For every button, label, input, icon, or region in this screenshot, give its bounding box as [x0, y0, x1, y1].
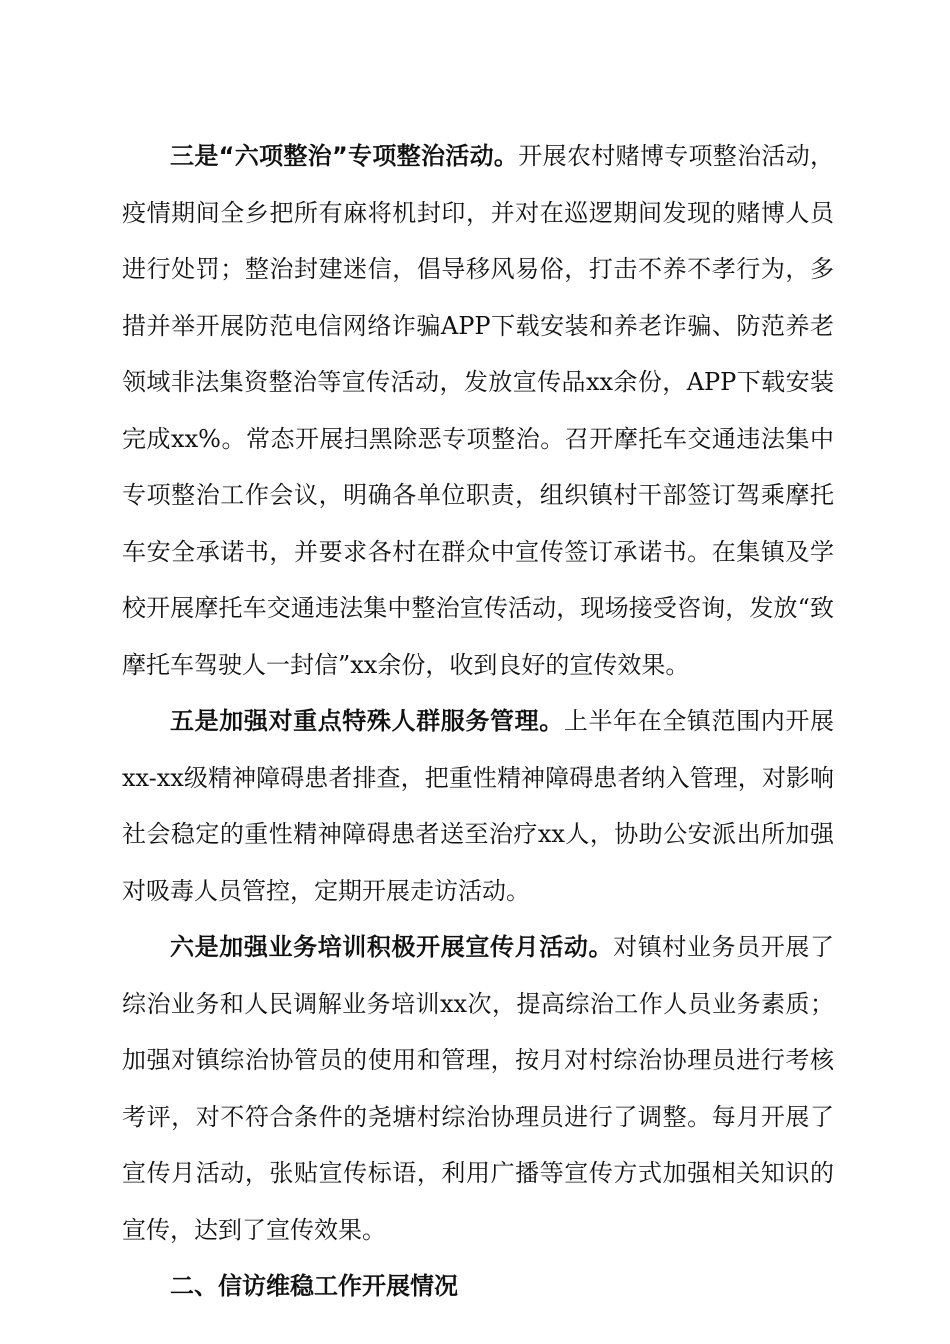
paragraph-training-publicity: [122, 919, 834, 1258]
paragraph-text: 对镇村业务员开展了综治业务和人民调解业务培训xx次，提高综治工作人员业务素质；加强对镇综治协管员的使用和管理，按月对村综治协理员进行考核考评，对不符合条件的尧塘村综治协理员进行了调整。每月开展了宣传月活动，张贴宣传标语，利用广播等宣传方式加强相关知识的宣传，达到了宣传效果。: [122, 933, 835, 1244]
paragraph-lead: 三是“六项整治”专项整治活动。: [170, 142, 519, 170]
section-heading: 二、信访维稳工作开展情况: [170, 1272, 458, 1300]
document-body: [122, 128, 834, 1315]
paragraph-text: 开展农村赌博专项整治活动，疫情期间全乡把所有麻将机封印，并对在巡逻期间发现的赌博人员进行处罚；整治封建迷信，倡导移风易俗，打击不养不孝行为，多措并举开展防范电信网络诈骗APP下载安装和养老诈骗、防范养老领域非法集资整治等宣传活动，发放宣传品xx余份，APP下载安装完成xx%。常态开展扫黑除恶专项整治。召开摩托车交通违法集中专项整治工作会议，明确各单位职责，组织镇村干部签订驾乘摩托车安全承诺书，并要求各村在群众中宣传签订承诺书。在集镇及学校开展摩托车交通违法集中整治宣传活动，现场接受咨询，发放“致摩托车驾驶人一封信”xx余份，收到良好的宣传效果。: [122, 142, 835, 679]
paragraph-special-groups: [122, 693, 834, 919]
paragraph-lead: 五是加强对重点特殊人群服务管理。: [170, 707, 564, 735]
paragraph-lead: 六是加强业务培训积极开展宣传月活动。: [170, 933, 614, 961]
paragraph-six-rectifications: [122, 128, 834, 693]
paragraph-text: 上半年在全镇范围内开展xx-xx级精神障碍患者排查，把重性精神障碍患者纳入管理，对影响社会稳定的重性精神障碍患者送至治疗xx人，协助公安派出所加强对吸毒人员管控，定期开展走访活动。: [122, 707, 835, 905]
